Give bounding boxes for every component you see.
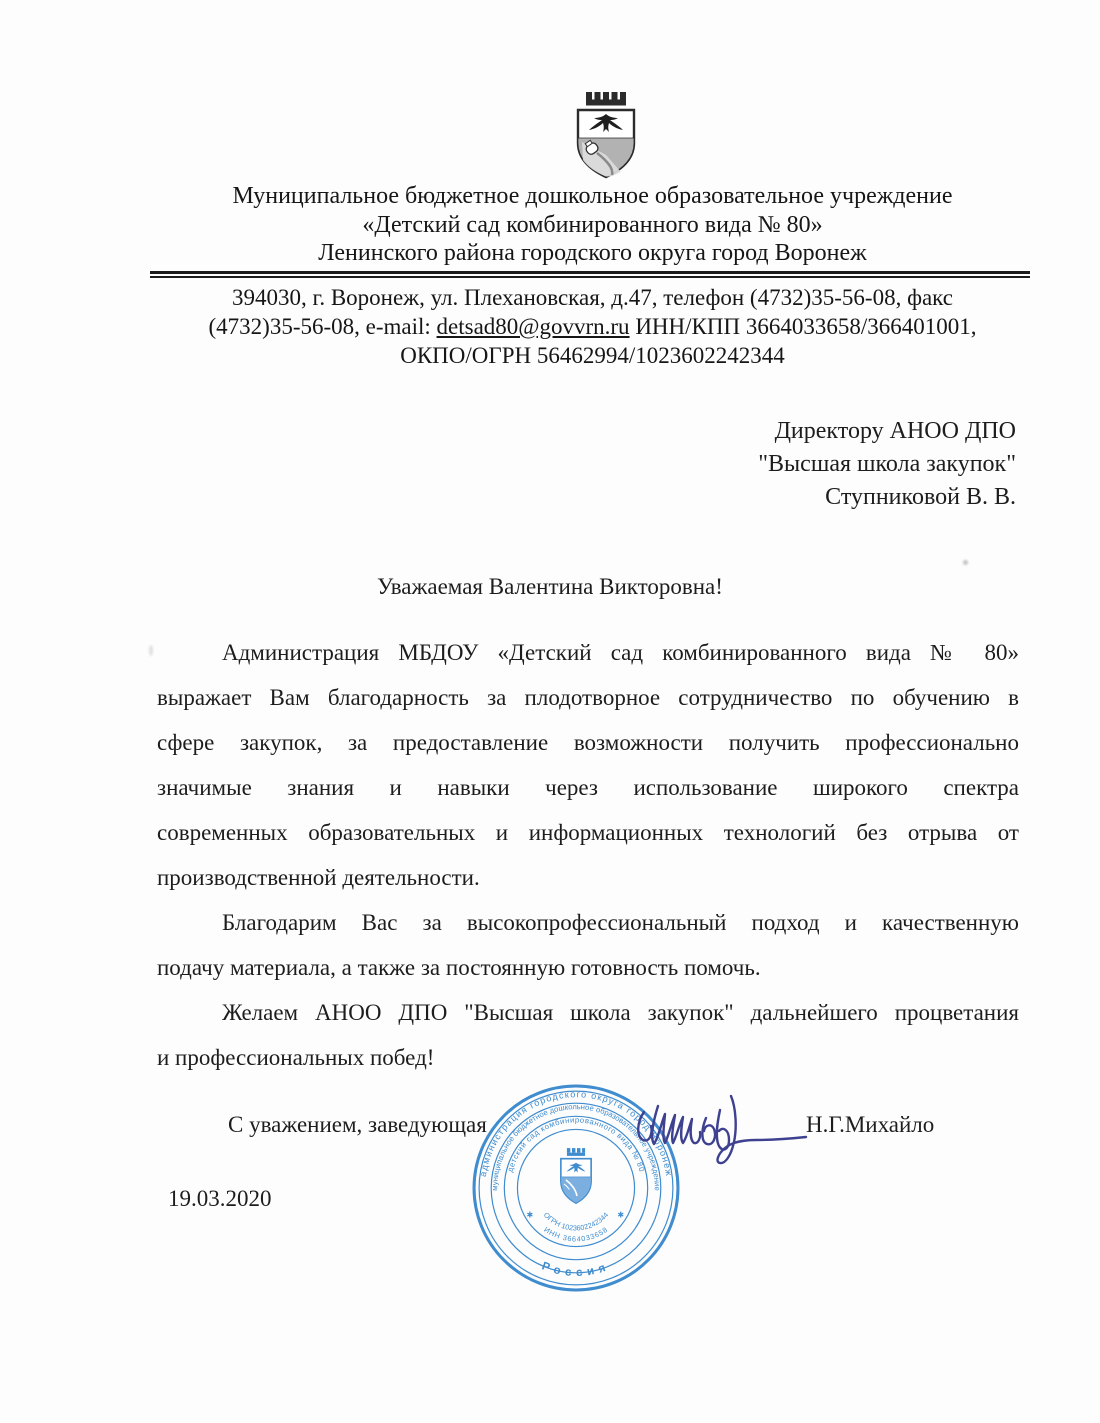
body-line: подачу материала, а также за постоянную готовность помочь. [157,955,761,980]
stamp-ring1-text: администрация городского округа город Воронеж [477,1089,675,1178]
stamp-ogrn-text: ОГРН 1023602242344 [541,1210,611,1233]
paragraph-1 [157,630,1019,900]
body-line: Администрация МБДОУ «Детский сад комбинированного вида № 80» [222,640,1019,665]
stamp-inn-text: ИНН 3664033658 [542,1224,610,1244]
contact-line2 [110,312,1075,341]
closing-phrase: С уважением, заведующая [228,1112,487,1137]
recipient-block [758,415,1016,514]
body-line: современных образовательных и информационных технологий без отрыва от [157,820,1019,845]
stamp-ring3-text: детский сад комбинированного вида № 80 [505,1115,647,1174]
letterhead-contact-block [110,283,1075,370]
body-line: значимые знания и навыки через использование широкого спектра [157,775,1019,800]
stamp-center-crest [561,1148,591,1203]
svg-text:Россия [540,1259,612,1279]
salutation: Уважаемая Валентина Викторовна! [377,574,723,599]
signatory-name: Н.Г.Михайло [806,1112,935,1137]
stamp-separator-right: ✱ [617,1210,625,1220]
coat-of-arms-icon [560,86,652,182]
body-line: и профессиональных побед! [157,1045,435,1070]
paragraph-2 [157,900,1019,990]
contact-line3: ОКПО/ОГРН 56462994/1023602242344 [400,343,785,368]
org-name-line2: «Детский сад комбинированного вида № 80» [362,211,823,238]
letter-date: 19.03.2020 [168,1186,272,1211]
org-name-line3: Ленинского района городского округа город Воронеж [318,240,867,266]
body-line: Желаем АНОО ДПО "Высшая школа закупок" дальнейшего процветания [222,1000,1019,1025]
letterhead-divider-line [150,271,1030,278]
org-name-line1: Муниципальное бюджетное дошкольное образовательное учреждение [232,183,953,209]
email-address: detsad80@govvrn.ru [436,314,630,339]
letter-body [157,630,1019,1080]
handwritten-signature [632,1080,822,1170]
body-line: выражает Вам благодарность за плодотворное сотрудничество по обучению в [157,685,1019,710]
stamp-country-text: Россия [540,1259,612,1280]
body-line: производственной деятельности. [157,865,480,890]
stamp-ring2-text: муниципальное бюджетное дошкольное образовательное учреждение [490,1102,662,1191]
letterhead-org-block [110,182,1075,268]
contact-line2-suffix: ИНН/КПП 3664033658/366401001, [629,314,977,339]
body-line: Благодарим Вас за высокопрофессиональный подход и качественную [222,910,1019,935]
recipient-org: "Высшая школа закупок" [758,451,1016,477]
body-line: сфере закупок, за предоставление возможности получить профессионально [157,730,1019,755]
scan-artifact [149,645,153,656]
stamp-separator-left: ✱ [526,1210,534,1220]
recipient-title: Директору АНОО ДПО [774,418,1016,444]
paragraph-3 [157,990,1019,1080]
contact-line1: 394030, г. Воронеж, ул. Плехановская, д.47, телефон (4732)35-56-08, факс [231,285,953,310]
contact-line2-prefix: (4732)35-56-08, e-mail: [208,314,437,339]
recipient-name: Ступниковой В. В. [825,484,1016,510]
scan-artifact [963,560,968,565]
